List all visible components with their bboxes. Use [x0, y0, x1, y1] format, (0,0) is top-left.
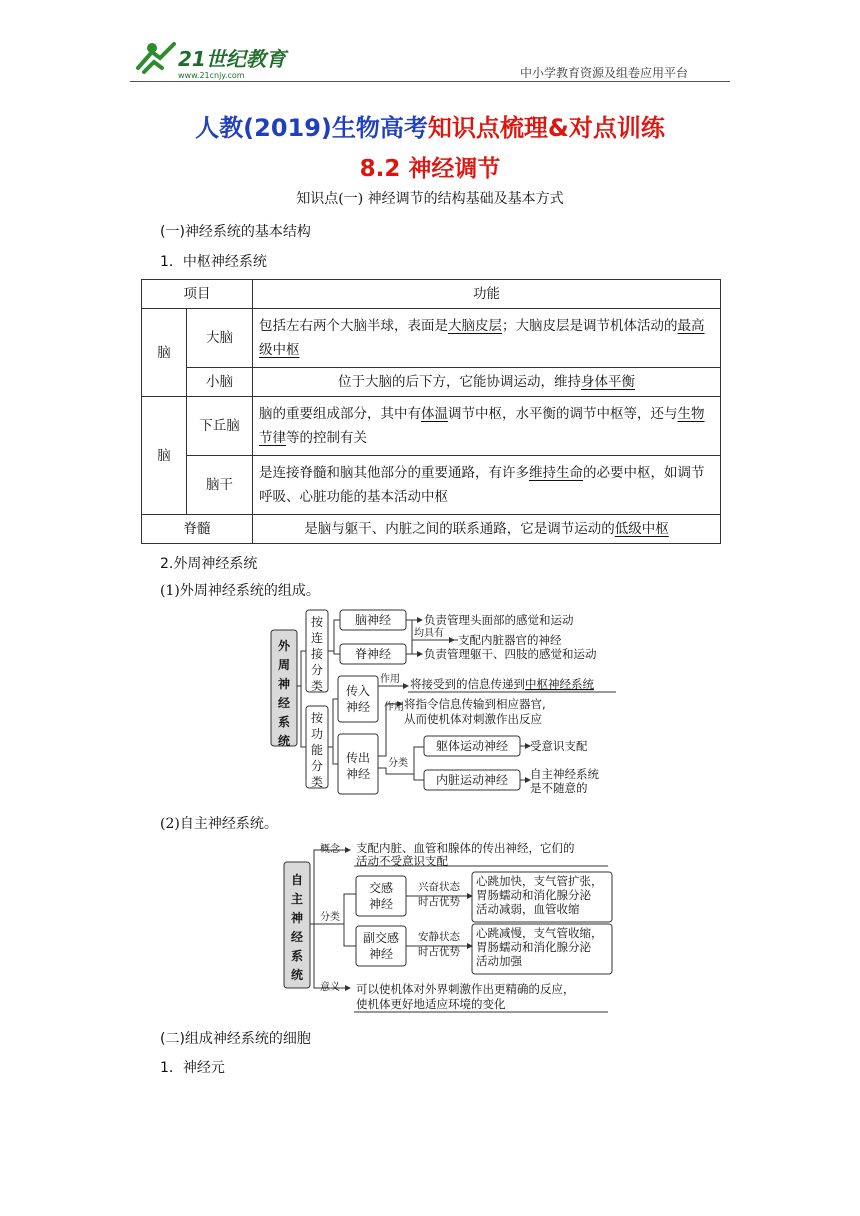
label: 自: [290, 873, 304, 887]
title-part1: 人教(2019)生物高考: [195, 114, 428, 142]
label: 外: [277, 639, 291, 653]
text: 是连接脊髓和脑其他部分的重要通路，有许多: [259, 465, 529, 481]
header-divider: [130, 81, 730, 82]
cranial-nerve-label: 脑神经: [354, 613, 392, 627]
label: 类: [310, 679, 324, 693]
row-name-cerebellum: 小脑: [187, 368, 253, 397]
concept-desc: 支配内脏、血管和腺体的传出神经，它们的: [356, 841, 575, 855]
label: 兴奋状态: [418, 881, 460, 893]
role-label: 作用: [384, 702, 404, 713]
meaning-desc: 使机体更好地适应环境的变化: [356, 997, 506, 1011]
label: 神经: [368, 947, 394, 961]
header-platform-text: 中小学教育资源及组卷应用平台: [520, 66, 689, 80]
meaning-desc: 可以使机体对外界刺激作出更精确的反应，: [356, 982, 575, 996]
spinal-nerve-label: 脊神经: [354, 647, 392, 661]
ans-desc: 是不随意的: [530, 781, 588, 795]
title-part2: 知识点梳理&对点训练: [427, 114, 665, 142]
blank-answer: 低级中枢: [614, 521, 669, 537]
label: 系: [277, 715, 291, 729]
section1-heading: (一)神经系统的基本结构: [160, 224, 311, 240]
row-func-spinal-cord: [253, 515, 721, 544]
label: 能: [310, 743, 324, 757]
label: 神: [277, 677, 291, 691]
blank-answer: 维持生命: [529, 465, 583, 481]
row-name-brainstem: 脑干: [187, 456, 253, 515]
svg-text:传入神经: [346, 683, 370, 714]
blank-answer: 中枢神经系统: [525, 677, 594, 691]
knowledge-point-heading: 知识点(一) 神经调节的结构基础及基本方式: [296, 191, 564, 207]
group-brain-1: 脑: [142, 309, 187, 397]
svg-text:按连接分类: [311, 614, 324, 693]
classify-label: 分类: [320, 912, 340, 923]
cranial-desc: 负责管理头面部的感觉和运动: [424, 613, 574, 627]
role-label: 作用: [380, 674, 400, 685]
label: 经: [290, 930, 304, 944]
label: 统: [277, 734, 291, 748]
logo-text: 21世纪教育: [178, 47, 286, 71]
label: 心跳加快，支气管扩张，: [476, 874, 603, 888]
section2-heading: (二)组成神经系统的细胞: [160, 1031, 311, 1047]
label: 神经: [345, 700, 371, 714]
group-brain-2: 脑: [142, 397, 187, 515]
autonomic-ns-diagram: [282, 838, 622, 1014]
meaning-label: 意义: [320, 982, 340, 993]
visceral-desc: 支配内脏器官的神经: [458, 633, 562, 647]
label: 活动减弱，血管收缩: [476, 902, 580, 916]
both-have-label: 均具有: [414, 628, 444, 639]
table-row: [142, 515, 721, 544]
label: 活动加强: [476, 954, 522, 968]
row-name-cerebrum: 大脑: [187, 309, 253, 368]
text: 包括左右两个大脑半球，表面是: [259, 318, 448, 334]
label: 接: [310, 647, 324, 661]
label: 时占优势: [418, 896, 460, 908]
text: ；大脑皮层是调节机体活动的: [502, 318, 678, 334]
page-title: [0, 108, 860, 143]
svg-text:按功能分类: [311, 710, 324, 789]
header-function: 功能: [253, 280, 721, 309]
label: 副交感: [362, 931, 400, 945]
label: 将接受到的信息传递到: [410, 677, 525, 691]
afferent-desc: [410, 677, 594, 691]
visceral-motor-label: 内脏运动神经: [435, 773, 509, 787]
label: 主: [290, 892, 304, 906]
row-name-hypothalamus: 下丘脑: [187, 397, 253, 456]
label: 胃肠蠕动和消化腺分泌: [476, 888, 591, 902]
efferent-desc: 将指令信息传输到相应器官,: [404, 697, 546, 711]
label: 胃肠蠕动和消化腺分泌: [476, 940, 591, 954]
cns-table: [141, 279, 721, 544]
text: 位于大脑的后下方，它能协调运动，维持: [338, 374, 581, 390]
text: 调节中枢，水平衡的调节中枢等，还与: [448, 406, 678, 422]
table-row: [142, 456, 721, 515]
site-logo: [130, 38, 300, 82]
svg-text:副交感神经: [363, 931, 399, 961]
blank-answer: 大脑皮层: [448, 318, 502, 334]
sub3-heading: 1．神经元: [160, 1060, 225, 1076]
sub1-heading: 1．中枢神经系统: [160, 254, 267, 270]
label: 时占优势: [418, 946, 460, 958]
svg-text:交感神经: [369, 881, 393, 911]
label: 系: [290, 949, 304, 963]
label: 统: [290, 968, 304, 982]
label: 神: [290, 911, 304, 925]
label: 类: [310, 775, 324, 789]
table-row: [142, 309, 721, 368]
svg-text:兴奋状态时占优势: [418, 880, 460, 908]
concept-desc: 活动不受意识支配: [356, 854, 448, 868]
label: 神经: [368, 897, 394, 911]
sub2-1-heading: (1)外周神经系统的组成。: [160, 583, 320, 599]
sub2-2-heading: (2)自主神经系统。: [160, 816, 278, 832]
label: 分: [310, 759, 324, 773]
concept-label: 概念: [320, 844, 340, 855]
logo-url: www.21cnjy.com: [178, 71, 245, 80]
page-subtitle: 8.2 神经调节: [359, 156, 501, 182]
spinal-desc: 负责管理躯干、四肢的感觉和运动: [424, 647, 597, 661]
label: 神经: [345, 767, 371, 781]
label: 安静状态: [418, 931, 460, 943]
text: 等的控制有关: [286, 430, 367, 446]
row-func-hypothalamus: [253, 397, 721, 456]
blank-answer: 身体平衡: [581, 374, 635, 390]
label: 分: [310, 663, 324, 677]
row-func-cerebellum: [253, 368, 721, 397]
svg-text:传出神经: [346, 750, 370, 781]
table-header-row: [142, 280, 721, 309]
classify-label: 分类: [388, 758, 408, 769]
blank-answer: 体温: [421, 406, 448, 422]
table-row: [142, 368, 721, 397]
text: 的必要中枢，如调节呼吸、心脏功能的基本活动中枢: [259, 465, 705, 505]
label: 功: [310, 727, 324, 741]
somatic-desc: 受意识支配: [530, 739, 588, 753]
svg-text:安静状态时占优势: [418, 930, 460, 958]
table-row: [142, 397, 721, 456]
sub2-heading: 2.外周神经系统: [160, 556, 258, 572]
row-name-spinal-cord: 脊髓: [142, 515, 253, 544]
peripheral-ns-diagram: [268, 606, 628, 798]
row-func-cerebrum: [253, 309, 721, 368]
ans-desc: 自主神经系统: [530, 767, 599, 781]
label: 传入: [345, 684, 371, 698]
blank-answer: 生物节律: [259, 406, 705, 446]
header-item: 项目: [142, 280, 253, 309]
row-func-brainstem: [253, 456, 721, 515]
label: 按: [310, 615, 324, 629]
somatic-nerve-label: 躯体运动神经: [435, 739, 509, 753]
text: 脑的重要组成部分，其中有: [259, 406, 421, 422]
label: 传出: [345, 751, 371, 765]
label: 经: [277, 696, 291, 710]
label: 连: [310, 631, 324, 645]
svg-text:心跳减慢，支气管收缩，胃肠蠕动和消化腺分泌活动加强: [476, 926, 603, 968]
svg-text:心跳加快，支气管扩张，胃肠蠕动和消化腺分泌活动减弱，血管收缩: [476, 874, 603, 916]
blank-answer: 最高级中枢: [259, 318, 705, 358]
label: 交感: [368, 881, 394, 895]
text: 是脑与躯干、内脏之间的联系通路，它是调节运动的: [304, 521, 615, 537]
label: 心跳减慢，支气管收缩，: [476, 926, 603, 940]
label: 周: [277, 658, 291, 672]
label: 按: [310, 711, 324, 725]
efferent-desc: 从而使机体对刺激作出反应: [404, 712, 542, 726]
